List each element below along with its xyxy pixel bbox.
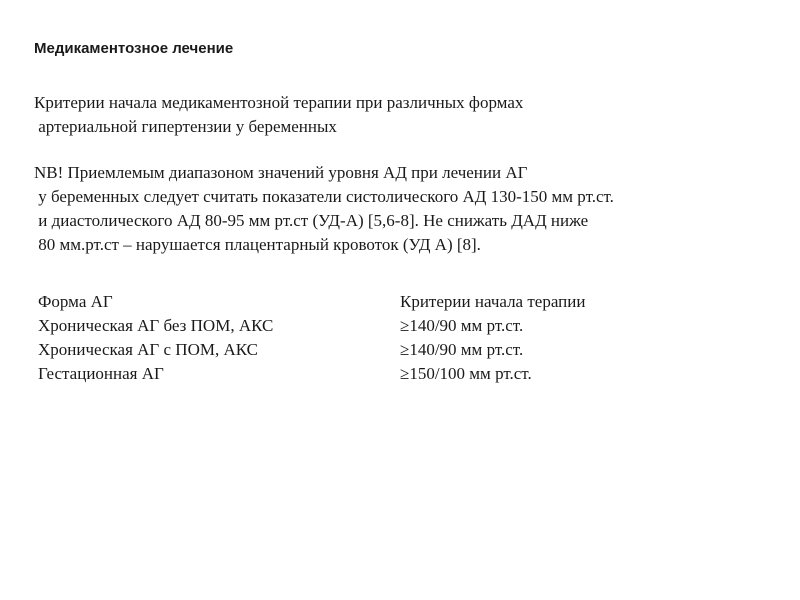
table-row: [38, 338, 640, 362]
page-title: Медикаментозное лечение: [34, 40, 234, 57]
form-cell: Хроническая АГ без ПОМ, АКС: [38, 316, 274, 335]
header-criteria: Критерии начала терапии: [400, 292, 586, 311]
table-row: [38, 314, 640, 338]
table-row: [38, 362, 640, 386]
paragraph-line: и диастолического АД 80-95 мм рт.ст (УД-А) [5,6-8]. Не снижать ДАД ниже: [34, 211, 589, 230]
header-form: Форма АГ: [38, 292, 113, 311]
criteria-cell: ≥140/90 мм рт.ст.: [400, 316, 524, 335]
criteria-intro-paragraph: [34, 91, 523, 139]
therapy-criteria-table: [38, 290, 640, 386]
paragraph-line: NB! Приемлемым диапазоном значений уровня АД при лечении АГ: [34, 163, 528, 182]
form-cell: Гестационная АГ: [38, 364, 164, 383]
paragraph-line: Критерии начала медикаментозной терапии при различных формах: [34, 93, 524, 112]
criteria-cell: ≥140/90 мм рт.ст.: [400, 340, 524, 359]
table-header-row: [38, 290, 640, 314]
paragraph-line: 80 мм.рт.ст – нарушается плацентарный кровоток (УД А) [8].: [34, 235, 481, 254]
form-cell: Хроническая АГ с ПОМ, АКС: [38, 340, 259, 359]
paragraph-line: у беременных следует считать показатели систолического АД 130-150 мм рт.ст.: [34, 187, 614, 206]
nb-note-paragraph: [34, 161, 614, 257]
criteria-cell: ≥150/100 мм рт.ст.: [400, 364, 532, 383]
paragraph-line: артериальной гипертензии у беременных: [34, 117, 337, 136]
